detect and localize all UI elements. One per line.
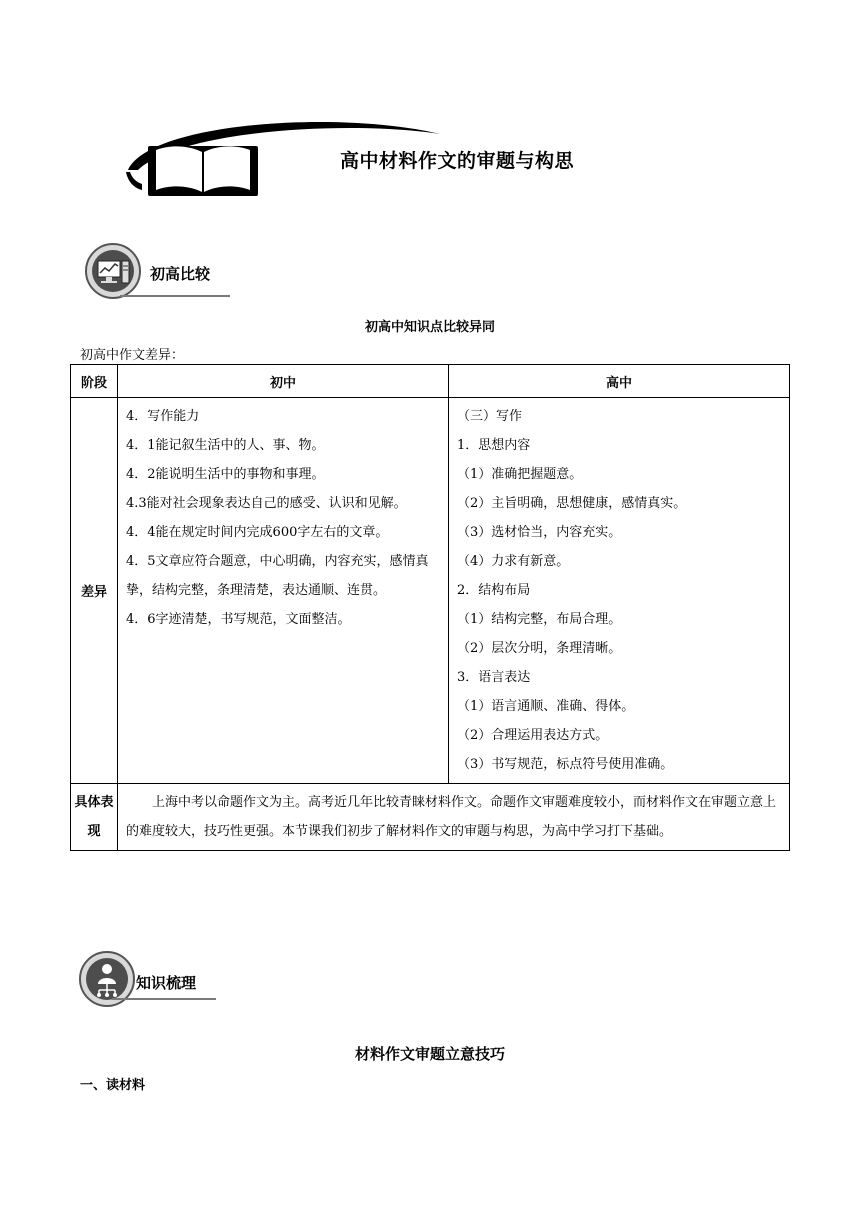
row-label-difference: 差异: [71, 398, 118, 784]
table-row-difference: [71, 398, 790, 784]
list-item: 4.3能对社会现象表达自己的感受、认识和见解。: [126, 496, 407, 511]
junior-requirements: [118, 398, 449, 784]
comparison-table: [70, 364, 790, 851]
list-item: （2）合理运用表达方式。: [457, 728, 609, 743]
section-heading-techniques: 材料作文审题立意技巧: [354, 1045, 505, 1063]
list-item: 4．4能在规定时间内完成600字左右的文章。: [126, 525, 389, 540]
page-title: 高中材料作文的审题与构思: [340, 150, 575, 172]
list-item: （2）主旨明确，思想健康，感情真实。: [457, 496, 687, 511]
performance-text: 上海中考以命题作文为主。高考近几年比较青睐材料作文。命题作文审题难度较小，而材料作文在审题立意上的难度较大，技巧性更强。本节课我们初步了解材料作文的审题与构思，为高中学习打下基础。: [126, 795, 777, 839]
computer-chart-icon: [84, 242, 142, 300]
section-underline: [112, 998, 216, 1000]
list-item: 2．结构布局: [457, 583, 531, 598]
list-item: 3．语言表达: [457, 670, 531, 685]
senior-requirements: [449, 398, 790, 784]
list-item: 4．1能记叙生活中的人、事、物。: [126, 438, 325, 453]
list-item: （1）语言通顺、准确、得体。: [457, 699, 635, 714]
performance-cell: [118, 784, 790, 851]
intro-text: 初高中作文差异：: [80, 348, 185, 363]
list-item: （2）层次分明，条理清晰。: [457, 641, 622, 656]
list-item: 1．思想内容: [457, 438, 531, 453]
section-heading-comparison: 初高中知识点比较异同: [364, 320, 495, 335]
list-item: 4．2能说明生活中的事物和事理。: [126, 467, 325, 482]
table-header-stage: 阶段: [71, 365, 118, 398]
section-underline: [120, 295, 230, 297]
section-label-comparison: 初高比较: [150, 265, 211, 283]
list-item: （1）准确把握题意。: [457, 467, 583, 482]
table-row-performance: [71, 784, 790, 851]
table-header-row: [71, 365, 790, 398]
section-label-knowledge: 知识梳理: [136, 974, 197, 992]
list-item: （1）结构完整，布局合理。: [457, 612, 622, 627]
list-item: （3）选材恰当，内容充实。: [457, 525, 622, 540]
list-item: （三）写作: [457, 409, 523, 424]
row-label-performance: 具体表现: [71, 784, 118, 851]
list-item: 4．写作能力: [126, 409, 200, 424]
list-item: （4）力求有新意。: [457, 554, 570, 569]
subheading-read-material: 一、读材料: [80, 1078, 146, 1093]
list-item: 4．5文章应符合题意，中心明确，内容充实，感情真挚，结构完整，条理清楚，表达通顺、连贯。: [126, 554, 429, 598]
table-header-senior: 高中: [449, 365, 790, 398]
list-item: （3）书写规范，标点符号使用准确。: [457, 757, 674, 772]
list-item: 4．6字迹清楚，书写规范，文面整洁。: [126, 612, 351, 627]
table-header-junior: 初中: [118, 365, 449, 398]
